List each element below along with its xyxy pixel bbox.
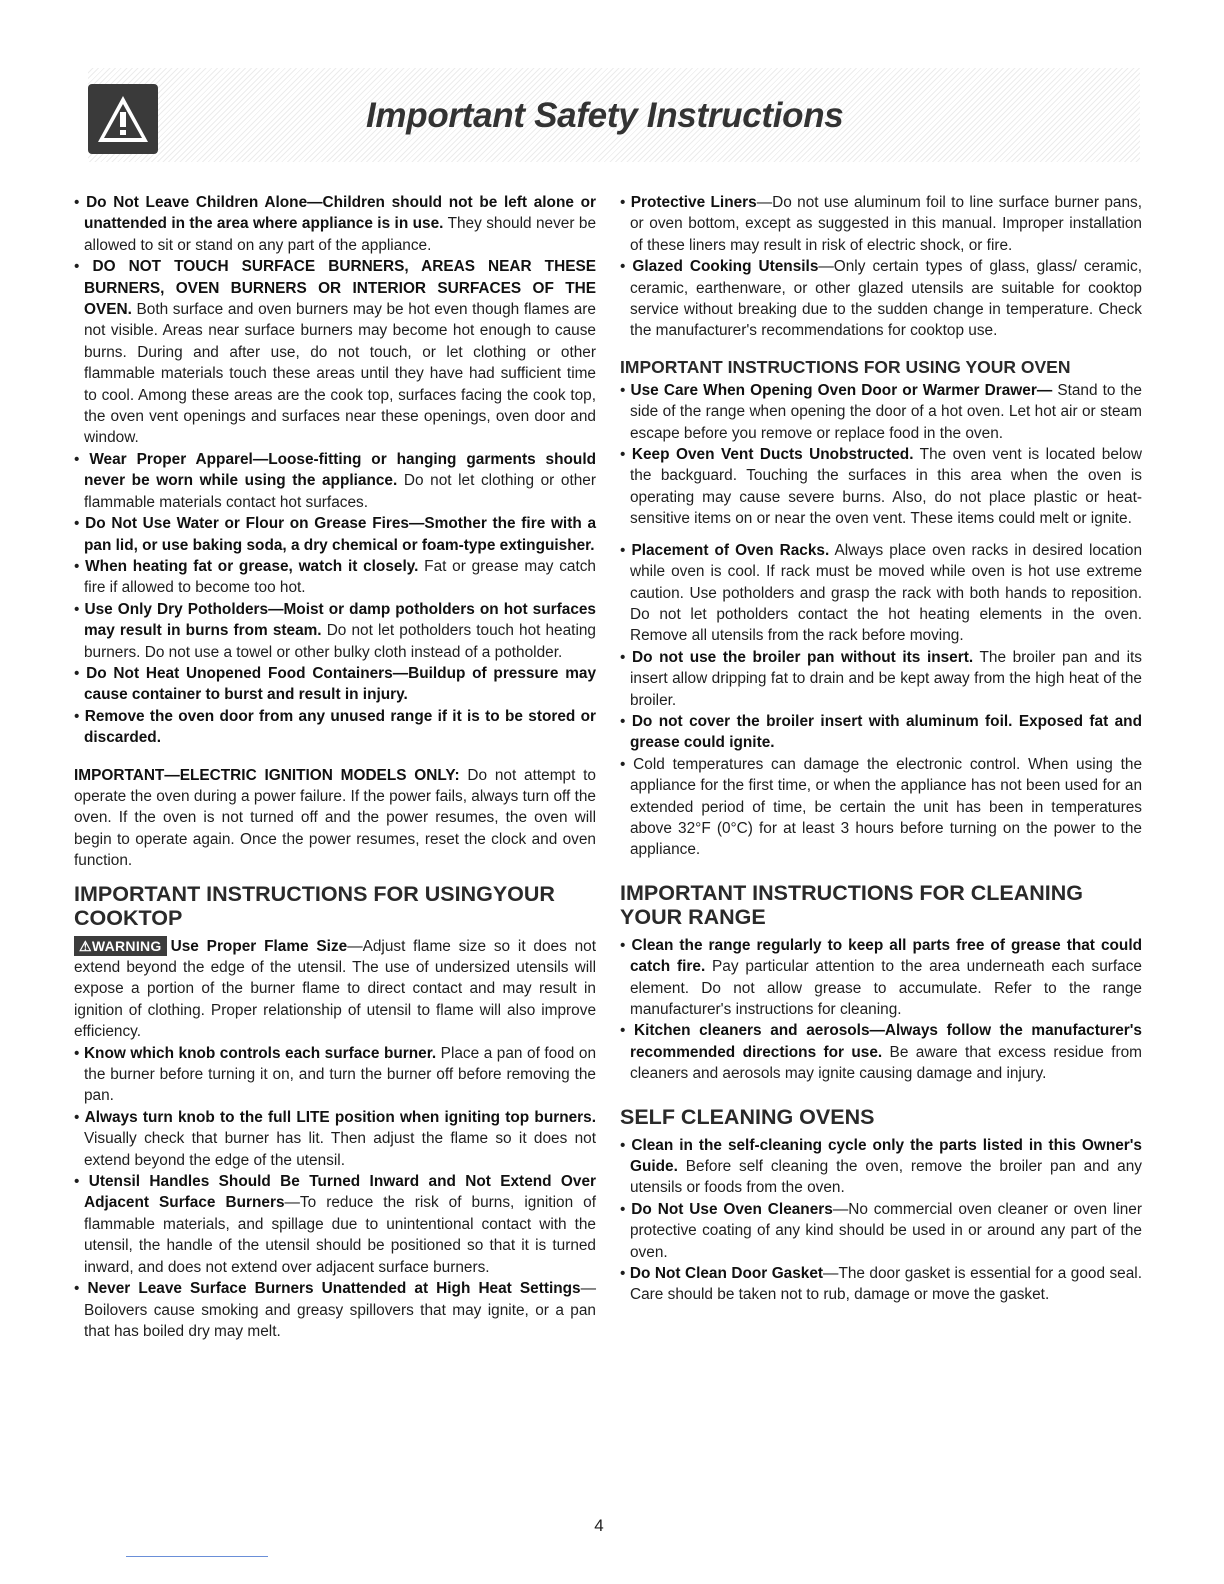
cooktop-heading: IMPORTANT INSTRUCTIONS FOR USINGYOUR COOKTOP (74, 881, 555, 930)
electric-ignition-paragraph: IMPORTANT—ELECTRIC IGNITION MODELS ONLY: Do not attempt to operate the oven during a power failure. If the power fails, always turn off the oven. If the oven is not turned off and the power resumes, the oven will begin to operate again. Once the power resumes, reset the clock and oven function. (74, 766, 596, 870)
bullet-item: • DO NOT TOUCH SURFACE BURNERS, AREAS NEAR THESE BURNERS, OVEN BURNERS OR INTERIOR SURFACES OF THE OVEN. Both surface and oven burners may be hot even though flames are not visible. Areas near surface burners may become hot enough to cause burns. During and after use, do not touch, or let clothing or other flammable materials touch these areas until they have had sufficient time to cool. Among these areas are the cook top, surfaces facing the cook top, the oven vent openings and surfaces near these openings, oven door and window. (74, 258, 596, 447)
warning-label: ⚠WARNING (74, 936, 167, 956)
bullet-item: • When heating fat or grease, watch it closely. Fat or grease may catch fire if allowed to become too hot. (74, 557, 596, 597)
bullet-item: • Remove the oven door from any unused range if it is to be stored or discarded. (74, 707, 596, 747)
bullet-item: • Do Not Use Water or Flour on Grease Fires—Smother the fire with a pan lid, or use baking soda, a dry chemical or foam-type extinguisher. (74, 515, 596, 554)
bullet-icon: • (620, 194, 626, 211)
flame-size-paragraph: ⚠WARNING Use Proper Flame Size—Adjust flame size so it does not extend beyond the edge of the utensil. The use of undersized utensils will expose a portion of the burner flame to direct contact and may result in ignition of clothing. Proper relationship of utensil to flame will also improve efficiency. (74, 937, 596, 1041)
bullet-item: • Do Not Use Oven Cleaners—No commercial oven cleaner or oven liner protective coating of any kind should be used in or around any part of the oven. (620, 1200, 1142, 1261)
bullet-icon: • (620, 755, 626, 773)
right-column (620, 192, 1142, 1306)
bullet-icon: • (620, 1200, 626, 1218)
bullet-icon: • (74, 664, 80, 682)
bullet-icon: • (74, 258, 80, 276)
bullet-item: • Utensil Handles Should Be Turned Inward and Not Extend Over Adjacent Surface Burners—To reduce the risk of burns, ignition of flammable materials, and spillage due to unintentional contact with the utensil, the handle of the utensil should be positioned so that it is turned inward, and does not extend over adjacent surface burners. (74, 1173, 596, 1276)
bullet-item: • Clean in the self-cleaning cycle only the parts listed in this Owner's Guide. Before self cleaning the oven, remove the broiler pan and any utensils or foods from the oven. (620, 1136, 1142, 1197)
bullet-icon: • (620, 648, 626, 666)
bullet-item: • Cold temperatures can damage the electronic control. When using the appliance for the first time, or when the appliance has not been used for an extended period of time, be certain the unit has been in temperatures above 32°F (0°C) for at least 3 hours before turning on the power to the appliance. (620, 755, 1143, 859)
bullet-item: • Do Not Clean Door Gasket—The door gasket is essential for a good seal. Care should be taken not to rub, damage or move the gasket. (620, 1265, 1142, 1304)
bullet-item: • Do Not Leave Children Alone—Children should not be left alone or unattended in the area where appliance is in use. They should never be allowed to sit or stand on any part of the appliance. (74, 194, 597, 254)
bullet-item: • Do Not Heat Unopened Food Containers—Buildup of pressure may cause container to burst and result in injury. (74, 664, 596, 704)
bullet-item: • Protective Liners—Do not use aluminum foil to line surface burner pans, or oven bottom, except as suggested in this manual. Improper installation of these liners may result in risk of electric shock, or fire. (620, 194, 1142, 254)
bullet-item: • Glazed Cooking Utensils—Only certain types of glass, glass/ ceramic, ceramic, earthenware, or other glazed utensils are suitable for cooktop service without breaking due to the sudden change in temperature. Check the manufacturer's recommendations for cooktop use. (620, 258, 1142, 340)
bullet-icon: • (74, 600, 80, 618)
warning-triangle-icon (88, 84, 158, 154)
bullet-icon: • (74, 1173, 80, 1191)
bullet-icon: • (74, 194, 80, 211)
bullet-icon: • (620, 712, 626, 730)
bullet-icon: • (74, 515, 80, 533)
cleaning-heading: IMPORTANT INSTRUCTIONS FOR CLEANING YOUR RANGE (620, 880, 1084, 929)
bullet-icon: • (74, 557, 80, 575)
oven-heading: IMPORTANT INSTRUCTIONS FOR USING YOUR OVEN (620, 356, 1071, 377)
page-title: Important Safety Instructions (366, 96, 844, 135)
bullet-item: • Keep Oven Vent Ducts Unobstructed. The oven vent is located below the backguard. Touching the surfaces in this area when the oven is operating may cause severe burns. Also, do not place plastic or heat-sensitive items on or near the oven vent. These items could melt or ignite. (620, 446, 1142, 528)
bullet-icon: • (620, 258, 626, 276)
bullet-icon: • (74, 450, 80, 468)
self-cleaning-heading: SELF CLEANING OVENS (620, 1104, 875, 1129)
bullet-item: • Never Leave Surface Burners Unattended at High Heat Settings—Boilovers cause smoking and greasy spillovers that may ignite, or a pan that has boiled dry may melt. (74, 1280, 596, 1340)
bullet-icon: • (620, 446, 626, 464)
bullet-item: • Use Care When Opening Oven Door or Warmer Drawer— Stand to the side of the range when opening the door of a hot oven. Let hot air or steam escape before you remove or replace food in the oven. (620, 381, 1142, 442)
bullet-icon: • (620, 1022, 626, 1040)
bullet-item: • Wear Proper Apparel—Loose-fitting or hanging garments should never be worn while using the appliance. Do not let clothing or other flammable materials contact hot surfaces. (74, 450, 597, 511)
bullet-item: • Use Only Dry Potholders—Moist or damp potholders on hot surfaces may result in burns from steam. Do not let potholders touch hot heating burners. Do not use a towel or other bulky cloth instead of a potholder. (74, 600, 596, 661)
bullet-item: • Kitchen cleaners and aerosols—Always follow the manufacturer's recommended directions for use. Be aware that excess residue from cleaners and aerosols may ignite causing damage and injury. (620, 1022, 1142, 1083)
bullet-item: • Always turn knob to the full LITE position when igniting top burners. Visually check that burner has lit. Then adjust the flame so it does not extend beyond the edge of the utensil. (74, 1108, 596, 1169)
bullet-item: • Placement of Oven Racks. Always place oven racks in desired location while oven is cool. If rack must be moved while oven is hot use extreme caution. Use potholders and grasp the rack with both hands to reposition. Do not let potholders contact the hot heating elements in the oven. Remove all utensils from the rack before moving. (620, 541, 1142, 645)
bullet-icon: • (74, 1044, 80, 1062)
bullet-icon: • (620, 541, 626, 559)
bullet-icon: • (74, 707, 80, 725)
bullet-item: • Clean the range regularly to keep all parts free of grease that could catch fire. Pay particular attention to the area underneath each surface element. Do not allow grease to accumulate. Refer to the range manufacturer's instructions for cleaning. (620, 936, 1142, 1018)
bullet-icon: • (620, 936, 626, 954)
bullet-icon: • (620, 1265, 626, 1283)
bullet-item: • Know which knob controls each surface burner. Place a pan of food on the burner before turning it on, and turn the burner off before removing the pan. (74, 1044, 597, 1105)
left-column (74, 192, 596, 1342)
bullet-icon: • (620, 1136, 626, 1154)
footer-line (126, 1556, 268, 1557)
warning-small-icon: ⚠ (79, 937, 92, 954)
bullet-icon: • (74, 1108, 80, 1126)
bullet-icon: • (74, 1280, 80, 1298)
bullet-item: • Do not cover the broiler insert with aluminum foil. Exposed fat and grease could ignite. (620, 712, 1142, 752)
bullet-icon: • (620, 381, 626, 399)
bullet-item: • Do not use the broiler pan without its insert. The broiler pan and its insert allow dripping fat to drain and be kept away from the high heat of the broiler. (620, 648, 1142, 709)
page-number: 4 (594, 1516, 604, 1535)
